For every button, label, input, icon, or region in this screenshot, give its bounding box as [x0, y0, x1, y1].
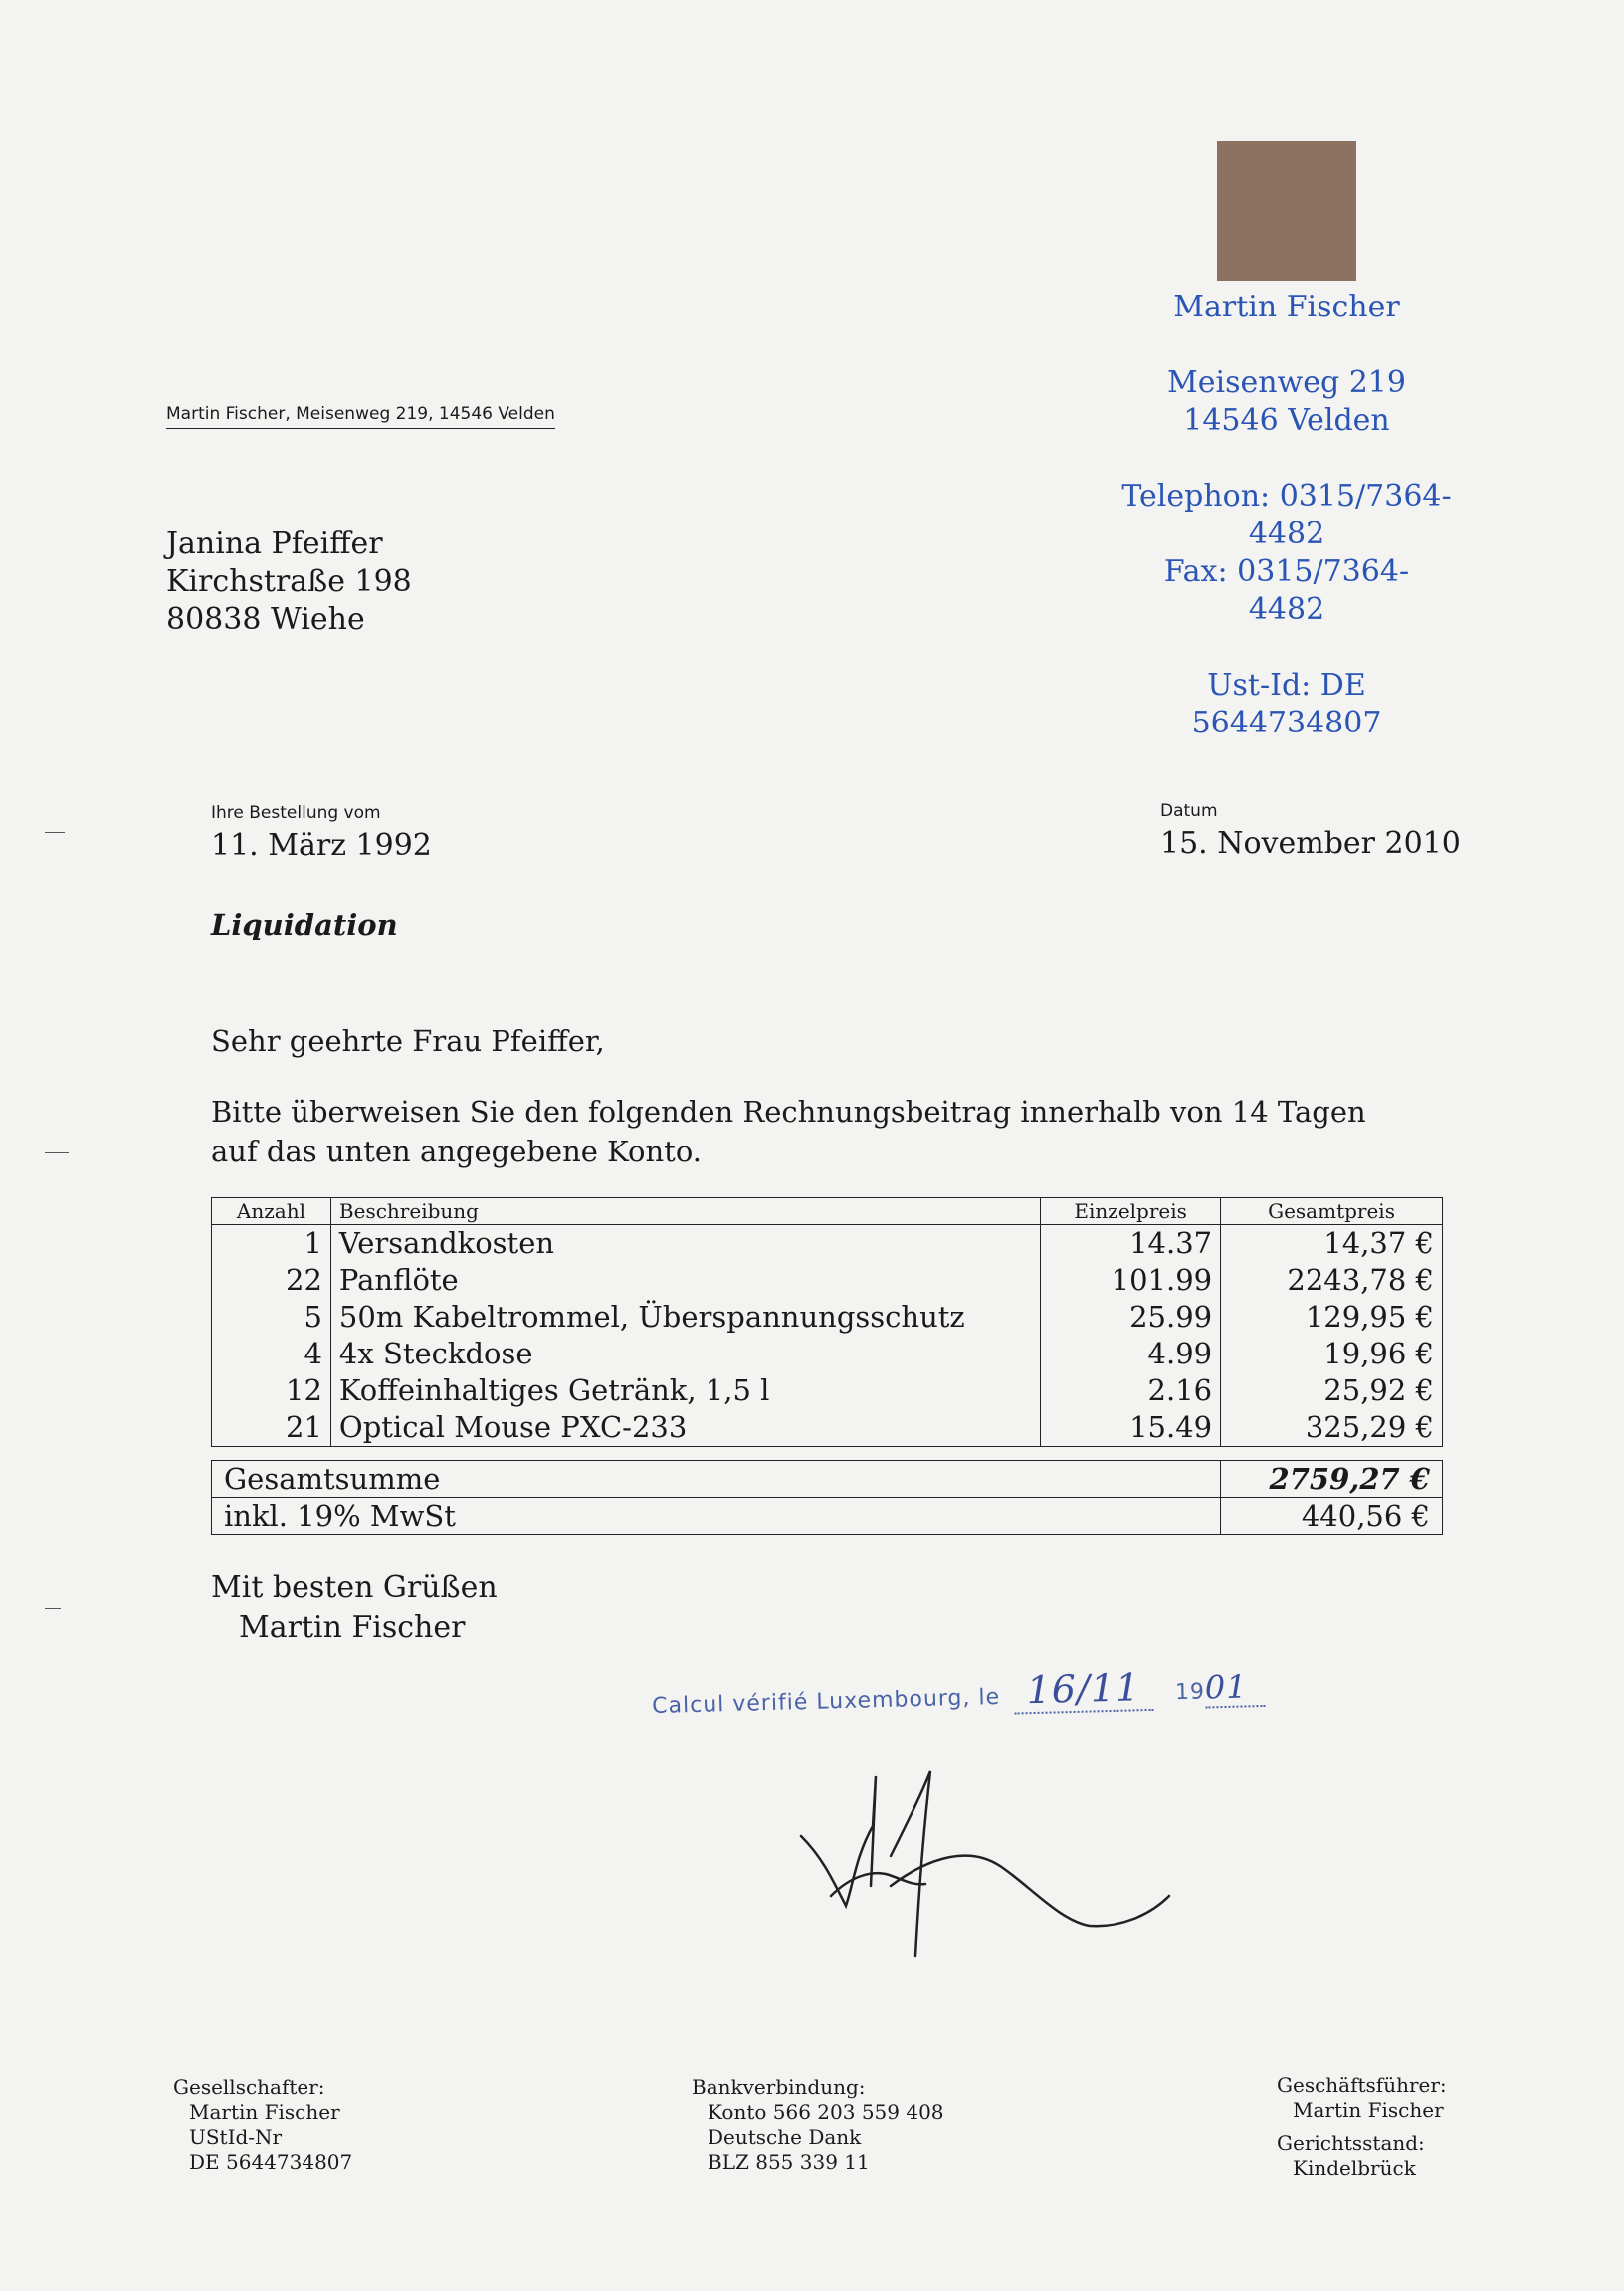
footer-director-name: Martin Fischer	[1293, 2098, 1444, 2122]
row-unit-price: 4.99	[1041, 1336, 1221, 1372]
table-row	[212, 1299, 1443, 1336]
row-description: 4x Steckdose	[330, 1336, 1040, 1372]
vat-row	[212, 1498, 1443, 1535]
row-quantity: 21	[212, 1409, 331, 1447]
row-unit-price: 15.49	[1041, 1409, 1221, 1447]
vat-label: inkl. 19% MwSt	[212, 1498, 1221, 1535]
row-quantity: 5	[212, 1299, 331, 1336]
row-total: 2243,78 €	[1221, 1262, 1443, 1299]
salutation: Sehr geehrte Frau Pfeiffer,	[211, 1024, 605, 1058]
row-description: Optical Mouse PXC-233	[330, 1409, 1040, 1447]
table-row	[212, 1225, 1443, 1263]
footer-bank-label: Bankverbindung:	[692, 2075, 866, 2099]
table-row	[212, 1409, 1443, 1447]
vat-value: 440,56 €	[1221, 1498, 1443, 1535]
footer-ustid-value: DE 5644734807	[189, 2150, 353, 2174]
stamp-handwritten-date: 16/11	[1026, 1665, 1141, 1713]
row-unit-price: 2.16	[1041, 1372, 1221, 1409]
header-unit-price: Einzelpreis	[1041, 1198, 1221, 1225]
sender-fax: Fax: 0315/7364-	[1163, 554, 1410, 589]
row-quantity: 1	[212, 1225, 331, 1263]
footer-director-label: Geschäftsführer:	[1277, 2073, 1447, 2097]
sender-city: 14546 Velden	[1183, 403, 1390, 438]
body-text	[211, 1092, 1366, 1171]
footer-partners	[173, 2075, 352, 2175]
table-row	[212, 1262, 1443, 1299]
punch-mark	[45, 1152, 69, 1153]
footer-bank-name: Deutsche Dank	[708, 2125, 862, 2149]
fold-mark	[45, 1608, 61, 1609]
order-date: 11. März 1992	[211, 828, 432, 863]
row-description: Panflöte	[330, 1262, 1040, 1299]
footer-bank-blz: BLZ 855 339 11	[708, 2150, 870, 2174]
sender-ustid: Ust-Id: DE	[1207, 668, 1366, 703]
signature	[791, 1757, 1179, 1976]
row-unit-price: 101.99	[1041, 1262, 1221, 1299]
footer-court-label: Gerichtsstand:	[1277, 2131, 1425, 2155]
row-total: 129,95 €	[1221, 1299, 1443, 1336]
body-line-2: auf das unten angegebene Konto.	[211, 1135, 702, 1168]
order-date-label: Ihre Bestellung vom	[211, 803, 381, 823]
header-description: Beschreibung	[330, 1198, 1040, 1225]
row-unit-price: 25.99	[1041, 1299, 1221, 1336]
row-description: Versandkosten	[330, 1225, 1040, 1263]
sender-info	[1048, 289, 1525, 742]
row-unit-price: 14.37	[1041, 1225, 1221, 1263]
letter-date: 15. November 2010	[1160, 826, 1461, 861]
sender-phone: Telephon: 0315/7364-	[1121, 479, 1452, 514]
company-logo	[1217, 141, 1356, 281]
footer-partners-name: Martin Fischer	[189, 2100, 340, 2124]
recipient-address	[166, 525, 412, 639]
return-address-line: Martin Fischer, Meisenweg 219, 14546 Velden	[166, 404, 555, 429]
total-value: 2759,27 €	[1221, 1461, 1443, 1498]
footer-management	[1277, 2073, 1447, 2181]
closing	[211, 1568, 498, 1648]
table-row	[212, 1372, 1443, 1409]
header-total-price: Gesamtpreis	[1221, 1198, 1443, 1225]
sender-phone-cont: 4482	[1248, 517, 1325, 551]
total-row	[212, 1461, 1443, 1498]
letter-date-label: Datum	[1160, 801, 1218, 821]
row-total: 25,92 €	[1221, 1372, 1443, 1409]
sender-ustid-number: 5644734807	[1191, 706, 1382, 740]
row-quantity: 22	[212, 1262, 331, 1299]
footer-bank-account: Konto 566 203 559 408	[708, 2100, 944, 2124]
row-description: Koffeinhaltiges Getränk, 1,5 l	[330, 1372, 1040, 1409]
sender-fax-cont: 4482	[1248, 592, 1325, 627]
document-title: Liquidation	[211, 908, 398, 941]
recipient-street: Kirchstraße 198	[166, 564, 412, 599]
header-quantity: Anzahl	[212, 1198, 331, 1225]
row-quantity: 4	[212, 1336, 331, 1372]
invoice-table	[211, 1197, 1443, 1447]
stamp-handwritten-year: 01	[1204, 1667, 1249, 1707]
fold-mark	[45, 832, 65, 833]
recipient-name: Janina Pfeiffer	[166, 526, 383, 561]
total-label: Gesamtsumme	[212, 1461, 1221, 1498]
table-row	[212, 1336, 1443, 1372]
footer-ustid-label: UStId-Nr	[189, 2125, 283, 2149]
row-quantity: 12	[212, 1372, 331, 1409]
stamp-text: Calcul vérifié Luxembourg, le	[651, 1684, 1001, 1720]
totals-table	[211, 1460, 1443, 1535]
row-total: 19,96 €	[1221, 1336, 1443, 1372]
recipient-city: 80838 Wiehe	[166, 602, 365, 637]
verification-stamp	[652, 1662, 1266, 1724]
footer-court-value: Kindelbrück	[1293, 2156, 1416, 2180]
sender-name: Martin Fischer	[1173, 290, 1400, 324]
closing-name: Martin Fischer	[239, 1610, 466, 1645]
footer-bank	[692, 2075, 944, 2175]
body-line-1: Bitte überweisen Sie den folgenden Rechnungsbeitrag innerhalb von 14 Tagen	[211, 1095, 1366, 1129]
row-total: 14,37 €	[1221, 1225, 1443, 1263]
row-description: 50m Kabeltrommel, Überspannungsschutz	[330, 1299, 1040, 1336]
row-total: 325,29 €	[1221, 1409, 1443, 1447]
table-header-row	[212, 1198, 1443, 1225]
sender-street: Meisenweg 219	[1167, 365, 1406, 400]
footer-partners-label: Gesellschafter:	[173, 2075, 325, 2099]
stamp-year-prefix: 19	[1174, 1679, 1206, 1706]
closing-greeting: Mit besten Grüßen	[211, 1570, 498, 1605]
